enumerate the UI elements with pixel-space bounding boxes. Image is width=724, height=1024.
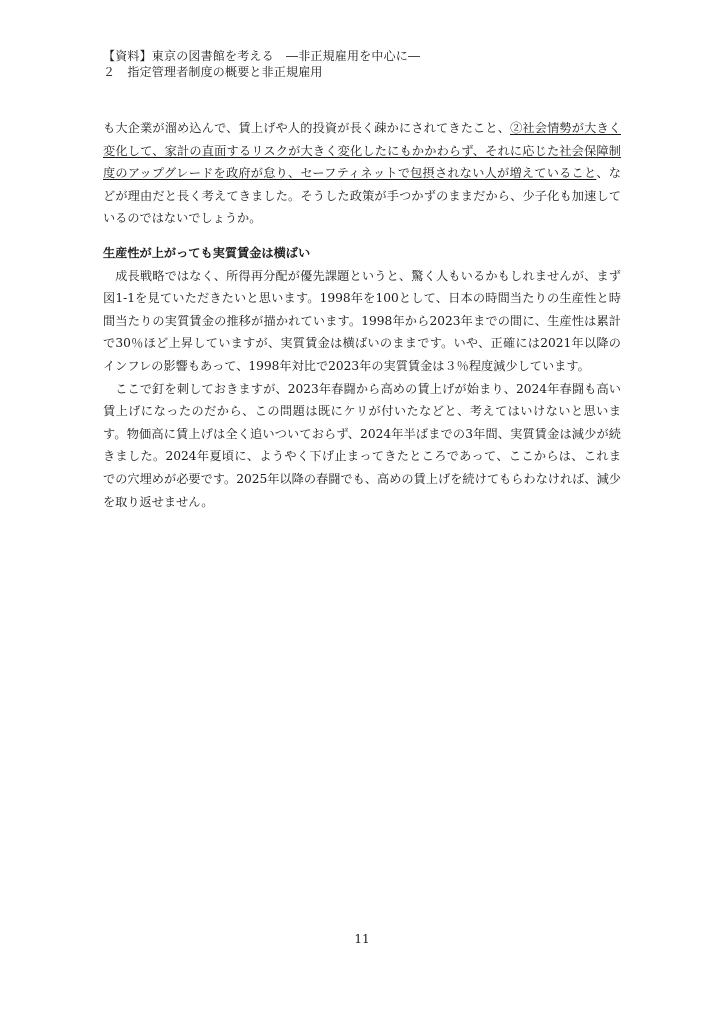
body-text [103,117,621,513]
paragraph-1-lead: も大企業が溜め込んで、賃上げや人的投資が長く疎かにされてきたこと、 [103,121,511,135]
section-heading: 生産性が上がっても実質賃金は横ばい [103,245,311,260]
header-subtitle: ２ 指定管理者制度の概要と非正規雇用 [103,65,323,79]
paragraph-1 [103,117,621,230]
paragraph-2: 成長戦略ではなく、所得再分配が優先課題というと、驚く人もいるかもしれませんが、まず図1-1を見ていただきたいと思います。1998年を100として、日本の時間当たりの生産性と時間当たりの実質賃金の推移が描かれています。1998年から2023年までの間に、生産性は累計で30％ほど上昇していますが、実質賃金は横ばいのままです。いや、正確には2021年以降のインフレの影響もあって、1998年対比で2023年の実質賃金は３％程度減少しています。 [103,268,621,373]
header-title: 【資料】東京の図書館を考える ―非正規雇用を中心に― [103,49,421,63]
underlined-passage: ②社会情勢が大きく変化して、家計の直面するリスクが大きく変化したにもかかわらず、それに応じた社会保障制度のアップグレードを政府が怠り、セーフティネットで包摂されない人が増えていること [103,121,621,181]
running-header [103,48,420,80]
page-number: 11 [354,932,370,946]
paragraph-3: ここで釘を刺しておきますが、2023年春闘から高めの賃上げが始まり、2024年春闘も高い賃上げになったのだから、この問題は既にケリが付いたなどと、考えてはいけないと思います。物価高に賃上げは全く追いついておらず、2024年半ばまでの3年間、実質賃金は減少が続きました。2024年夏頃に、ようやく下げ止まってきたところであって、ここからは、これまでの穴埋めが必要です。2025年以降の春闘でも、高めの賃上げを続けてもらわなければ、減少を取り返せません。 [103,381,621,509]
paragraph-1-tail: 、などが理由だと長く考えてきました。そうした政策が手つかずのままだから、少子化も加速しているのではないでしょうか。 [103,166,621,226]
